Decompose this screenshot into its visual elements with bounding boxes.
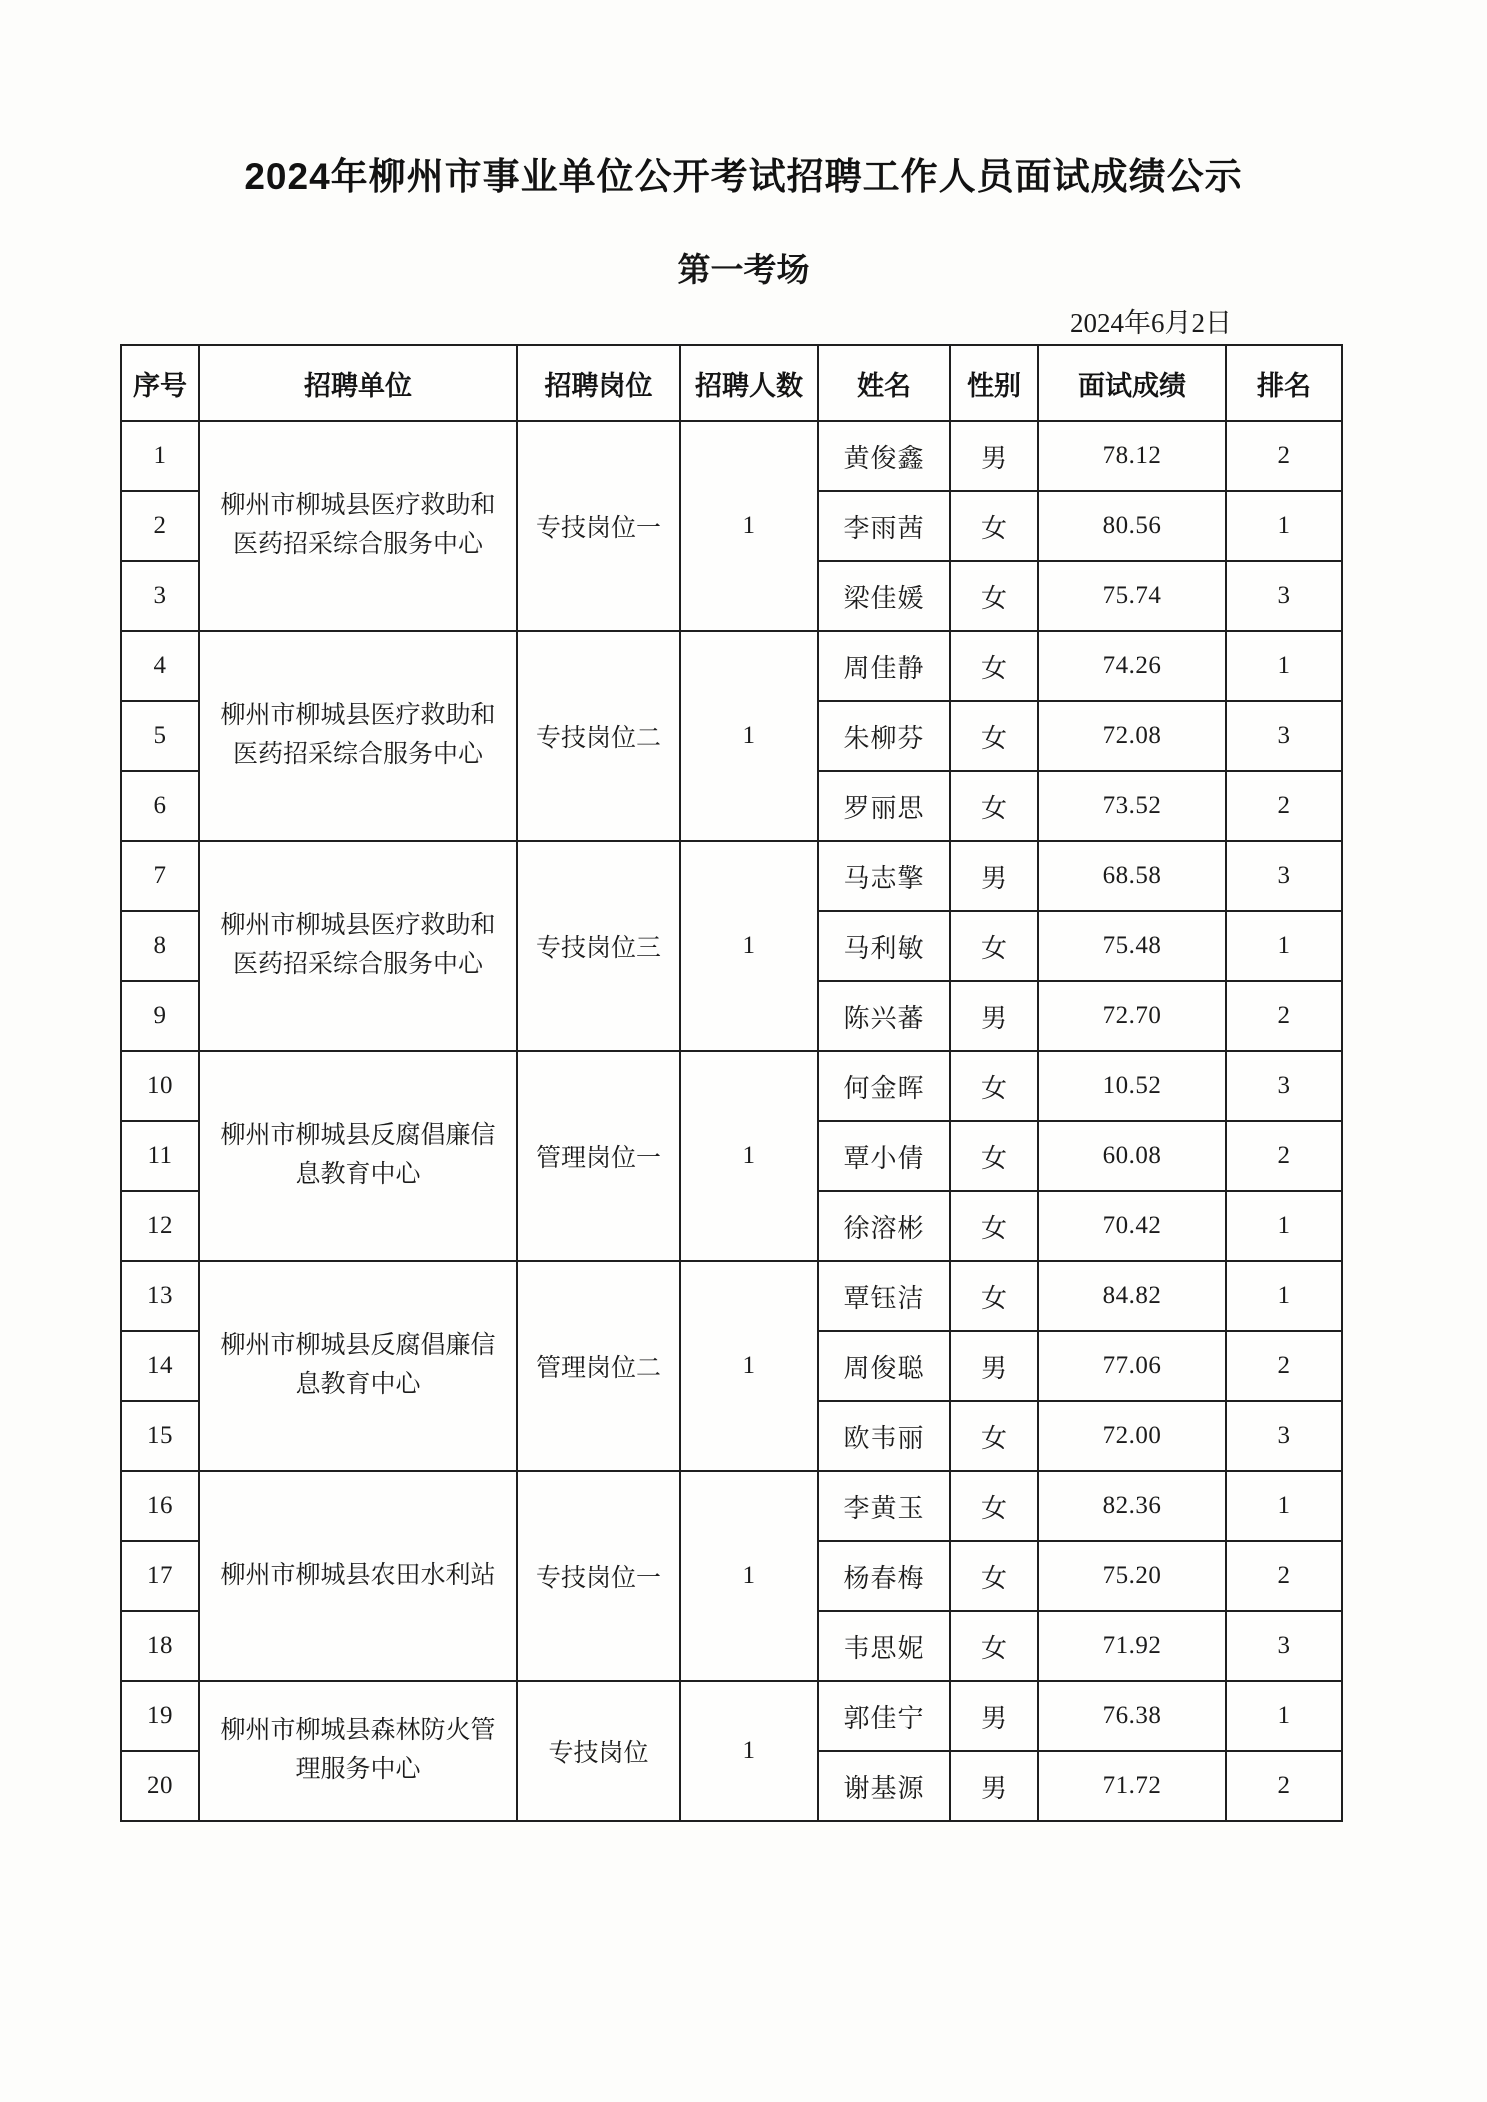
row-number-cell: 10: [121, 1051, 199, 1121]
position-cell: 专技岗位一: [517, 1471, 680, 1681]
name-cell: 李黄玉: [818, 1471, 950, 1541]
rank-cell: 1: [1226, 1261, 1342, 1331]
recruit-count-cell: 1: [680, 1261, 818, 1471]
gender-cell: 女: [950, 1611, 1038, 1681]
row-number-cell: 14: [121, 1331, 199, 1401]
row-number-cell: 13: [121, 1261, 199, 1331]
name-cell: 马利敏: [818, 911, 950, 981]
page-subtitle: 第一考场: [677, 251, 810, 288]
score-cell: 78.12: [1038, 421, 1226, 491]
gender-cell: 男: [950, 981, 1038, 1051]
gender-cell: 女: [950, 1191, 1038, 1261]
row-number-cell: 18: [121, 1611, 199, 1681]
position-cell: 专技岗位二: [517, 631, 680, 841]
name-cell: 韦思妮: [818, 1611, 950, 1681]
name-cell: 杨春梅: [818, 1541, 950, 1611]
table-row: [121, 841, 1342, 911]
header-score: 面试成绩: [1038, 345, 1226, 421]
results-table: [120, 344, 1343, 1822]
score-cell: 77.06: [1038, 1331, 1226, 1401]
score-cell: 76.38: [1038, 1681, 1226, 1751]
rank-cell: 1: [1226, 631, 1342, 701]
rank-cell: 3: [1226, 1401, 1342, 1471]
unit-cell: 柳州市柳城县反腐倡廉信息教育中心: [199, 1261, 517, 1471]
unit-cell: 柳州市柳城县反腐倡廉信息教育中心: [199, 1051, 517, 1261]
gender-cell: 男: [950, 421, 1038, 491]
score-cell: 75.20: [1038, 1541, 1226, 1611]
unit-cell: 柳州市柳城县医疗救助和医药招采综合服务中心: [199, 841, 517, 1051]
date-label: 2024年6月2日: [1070, 308, 1232, 338]
gender-cell: 女: [950, 631, 1038, 701]
table-row: [121, 1471, 1342, 1541]
position-cell: 管理岗位二: [517, 1261, 680, 1471]
header-gender: 性别: [950, 345, 1038, 421]
gender-cell: 男: [950, 1751, 1038, 1821]
row-number-cell: 12: [121, 1191, 199, 1261]
header-no: 序号: [121, 345, 199, 421]
rank-cell: 1: [1226, 1191, 1342, 1261]
score-cell: 75.48: [1038, 911, 1226, 981]
header-name: 姓名: [818, 345, 950, 421]
rank-cell: 2: [1226, 1751, 1342, 1821]
name-cell: 郭佳宁: [818, 1681, 950, 1751]
name-cell: 李雨茜: [818, 491, 950, 561]
row-number-cell: 20: [121, 1751, 199, 1821]
rank-cell: 2: [1226, 981, 1342, 1051]
header-recruit-count: 招聘人数: [680, 345, 818, 421]
rank-cell: 1: [1226, 1471, 1342, 1541]
recruit-count-cell: 1: [680, 841, 818, 1051]
recruit-count-cell: 1: [680, 1681, 818, 1821]
rank-cell: 2: [1226, 421, 1342, 491]
row-number-cell: 17: [121, 1541, 199, 1611]
rank-cell: 1: [1226, 911, 1342, 981]
gender-cell: 女: [950, 1051, 1038, 1121]
row-number-cell: 8: [121, 911, 199, 981]
unit-cell: 柳州市柳城县医疗救助和医药招采综合服务中心: [199, 421, 517, 631]
results-table-header: [121, 345, 1342, 421]
row-number-cell: 2: [121, 491, 199, 561]
row-number-cell: 19: [121, 1681, 199, 1751]
rank-cell: 2: [1226, 1541, 1342, 1611]
position-cell: 专技岗位三: [517, 841, 680, 1051]
gender-cell: 男: [950, 1331, 1038, 1401]
name-cell: 周佳静: [818, 631, 950, 701]
score-cell: 10.52: [1038, 1051, 1226, 1121]
rank-cell: 2: [1226, 771, 1342, 841]
table-row: [121, 1051, 1342, 1121]
score-cell: 80.56: [1038, 491, 1226, 561]
recruit-count-cell: 1: [680, 1051, 818, 1261]
row-number-cell: 16: [121, 1471, 199, 1541]
name-cell: 黄俊鑫: [818, 421, 950, 491]
score-cell: 75.74: [1038, 561, 1226, 631]
table-row: [121, 631, 1342, 701]
rank-cell: 3: [1226, 701, 1342, 771]
row-number-cell: 1: [121, 421, 199, 491]
header-position: 招聘岗位: [517, 345, 680, 421]
recruit-count-cell: 1: [680, 1471, 818, 1681]
unit-cell: 柳州市柳城县医疗救助和医药招采综合服务中心: [199, 631, 517, 841]
name-cell: 覃小倩: [818, 1121, 950, 1191]
row-number-cell: 5: [121, 701, 199, 771]
name-cell: 覃钰洁: [818, 1261, 950, 1331]
row-number-cell: 11: [121, 1121, 199, 1191]
rank-cell: 3: [1226, 561, 1342, 631]
gender-cell: 男: [950, 1681, 1038, 1751]
row-number-cell: 9: [121, 981, 199, 1051]
rank-cell: 1: [1226, 1681, 1342, 1751]
position-cell: 管理岗位一: [517, 1051, 680, 1261]
table-row: [121, 1681, 1342, 1751]
rank-cell: 2: [1226, 1331, 1342, 1401]
gender-cell: 男: [950, 841, 1038, 911]
rank-cell: 3: [1226, 841, 1342, 911]
header-rank: 排名: [1226, 345, 1342, 421]
name-cell: 周俊聪: [818, 1331, 950, 1401]
rank-cell: 1: [1226, 491, 1342, 561]
row-number-cell: 3: [121, 561, 199, 631]
unit-cell: 柳州市柳城县森林防火管理服务中心: [199, 1681, 517, 1821]
rank-cell: 3: [1226, 1051, 1342, 1121]
score-cell: 72.08: [1038, 701, 1226, 771]
row-number-cell: 15: [121, 1401, 199, 1471]
name-cell: 马志擎: [818, 841, 950, 911]
gender-cell: 女: [950, 771, 1038, 841]
name-cell: 徐溶彬: [818, 1191, 950, 1261]
table-row: [121, 421, 1342, 491]
row-number-cell: 4: [121, 631, 199, 701]
gender-cell: 女: [950, 701, 1038, 771]
name-cell: 梁佳媛: [818, 561, 950, 631]
gender-cell: 女: [950, 561, 1038, 631]
name-cell: 何金晖: [818, 1051, 950, 1121]
rank-cell: 2: [1226, 1121, 1342, 1191]
header-unit: 招聘单位: [199, 345, 517, 421]
page-title: 2024年柳州市事业单位公开考试招聘工作人员面试成绩公示: [244, 156, 1243, 197]
rank-cell: 3: [1226, 1611, 1342, 1681]
score-cell: 70.42: [1038, 1191, 1226, 1261]
unit-cell: 柳州市柳城县农田水利站: [199, 1471, 517, 1681]
gender-cell: 女: [950, 1121, 1038, 1191]
position-cell: 专技岗位: [517, 1681, 680, 1821]
gender-cell: 女: [950, 491, 1038, 561]
header-row: [121, 345, 1342, 421]
row-number-cell: 7: [121, 841, 199, 911]
gender-cell: 女: [950, 911, 1038, 981]
recruit-count-cell: 1: [680, 631, 818, 841]
score-cell: 71.72: [1038, 1751, 1226, 1821]
score-cell: 74.26: [1038, 631, 1226, 701]
score-cell: 84.82: [1038, 1261, 1226, 1331]
gender-cell: 女: [950, 1401, 1038, 1471]
recruit-count-cell: 1: [680, 421, 818, 631]
score-cell: 68.58: [1038, 841, 1226, 911]
score-cell: 72.00: [1038, 1401, 1226, 1471]
name-cell: 朱柳芬: [818, 701, 950, 771]
score-cell: 60.08: [1038, 1121, 1226, 1191]
row-number-cell: 6: [121, 771, 199, 841]
gender-cell: 女: [950, 1261, 1038, 1331]
score-cell: 72.70: [1038, 981, 1226, 1051]
position-cell: 专技岗位一: [517, 421, 680, 631]
score-cell: 71.92: [1038, 1611, 1226, 1681]
score-cell: 82.36: [1038, 1471, 1226, 1541]
gender-cell: 女: [950, 1471, 1038, 1541]
name-cell: 陈兴蕃: [818, 981, 950, 1051]
name-cell: 谢基源: [818, 1751, 950, 1821]
score-cell: 73.52: [1038, 771, 1226, 841]
name-cell: 罗丽思: [818, 771, 950, 841]
results-table-body: [121, 421, 1342, 1821]
table-row: [121, 1261, 1342, 1331]
gender-cell: 女: [950, 1541, 1038, 1611]
name-cell: 欧韦丽: [818, 1401, 950, 1471]
